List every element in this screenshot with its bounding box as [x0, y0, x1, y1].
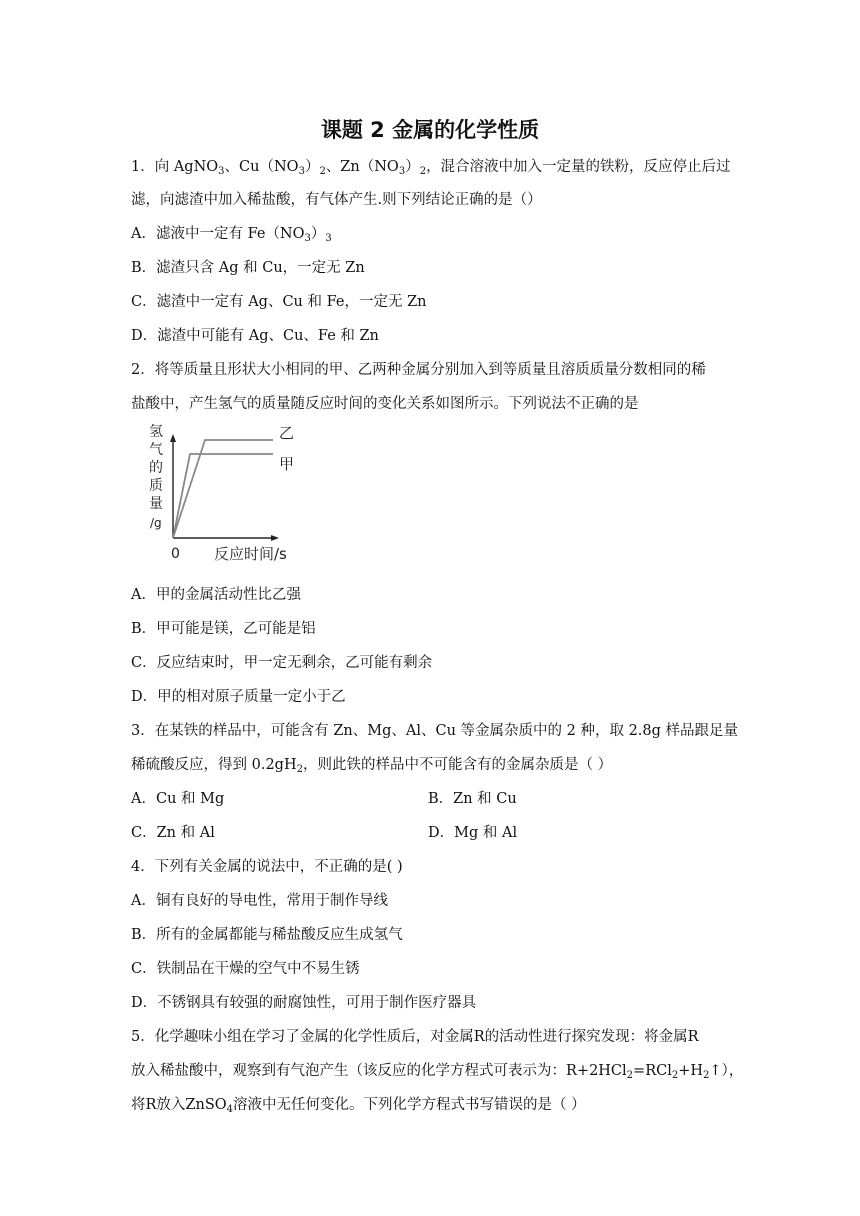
q2-option-d: D．甲的相对原子质量一定小于乙 — [131, 689, 346, 705]
q3-option-d: D．Mg 和 Al — [428, 825, 518, 841]
q5-line2: 放入稀盐酸中，观察到有气泡产生（该反应的化学方程式可表示为：$R+2HCl_2=RCl_2+H_2↑$）， — [131, 1063, 744, 1081]
ylabel-char-2: 气 — [149, 442, 163, 458]
q5-line1: 5．化学趣味小组在学习了金属的化学性质后，对金属R的活动性进行探究发现：将金属R — [131, 1029, 699, 1045]
q2-line1: 2．将等质量且形状大小相同的甲、乙两种金属分别加入到等质量且溶质质量分数相同的稀 — [131, 362, 706, 378]
q2-option-c: C．反应结束时，甲一定无剩余，乙可能有剩余 — [131, 655, 433, 671]
page-title: 课题 2 金属的化学性质 — [320, 118, 540, 142]
q3-line2: 稀硫酸反应，得到 $0.2gH_2$，则此铁的样品中不可能含有的金属杂质是（ ） — [131, 757, 613, 775]
y-axis-arrow — [170, 434, 176, 442]
q4-option-b: B．所有的金属都能与稀盐酸反应生成氢气 — [131, 927, 403, 943]
q2-option-b: B．甲可能是镁，乙可能是铝 — [131, 621, 316, 637]
q1-option-b: B．滤渣只含 Ag 和 Cu，一定无 Zn — [131, 260, 365, 276]
q2-line2: 盐酸中，产生氢气的质量随反应时间的变化关系如图所示。下列说法不正确的是 — [131, 396, 639, 412]
q1-line1: 1．向 AgNO$_3$、$Cu(NO_3)_2$、$Zn(NO_3)_2$，混合溶液中加入一定量的铁粉，反应停止后过 — [131, 159, 731, 177]
q1-line2: 滤，向滤渣中加入稀盐酸，有气体产生.则下列结论正确的是（） — [131, 192, 542, 208]
q4-option-a: A．铜有良好的导电性，常用于制作导线 — [131, 893, 388, 909]
q2-option-a: A．甲的金属活动性比乙强 — [131, 587, 301, 603]
series-line-jia — [173, 454, 273, 538]
q1-option-c: C．滤渣中一定有 Ag、Cu 和 Fe，一定无 Zn — [131, 294, 427, 310]
q3-option-b: B．Zn 和 Cu — [428, 791, 517, 807]
q4-option-d: D．不锈钢具有较强的耐腐蚀性，可用于制作医疗器具 — [131, 995, 477, 1011]
ylabel-char-1: 氢 — [149, 424, 163, 440]
q4-option-c: C．铁制品在干燥的空气中不易生锈 — [131, 961, 360, 977]
ylabel-unit: /g — [150, 516, 162, 530]
q5-line3: 将R放入ZnSO$_4$溶液中无任何变化。下列化学方程式书写错误的是（ ） — [131, 1097, 586, 1115]
xlabel: 反应时间/s — [214, 545, 287, 563]
series-label-jia: 甲 — [279, 455, 295, 473]
series-label-yi: 乙 — [279, 424, 295, 442]
q3-option-c: C．Zn 和 Al — [131, 825, 215, 841]
q1-option-d: D．滤渣中可能有 Ag、Cu、Fe 和 Zn — [131, 328, 379, 344]
q1-option-a: A．滤液中一定有 $Fe(NO_3)_3$ — [131, 226, 332, 244]
hydrogen-mass-chart — [147, 420, 317, 570]
q3-option-a: A．Cu 和 Mg — [131, 791, 225, 807]
x-axis-arrow — [271, 535, 279, 541]
ylabel-char-3: 的 — [149, 460, 163, 476]
ylabel-char-5: 量 — [149, 496, 163, 512]
origin-label: 0 — [171, 546, 180, 562]
q4-line1: 4．下列有关金属的说法中，不正确的是( ) — [131, 859, 403, 875]
ylabel-char-4: 质 — [149, 478, 163, 494]
q3-line1: 3．在某铁的样品中，可能含有 Zn、Mg、Al、Cu 等金属杂质中的 2 种，取 2.8g 样品跟足量 — [131, 723, 739, 739]
